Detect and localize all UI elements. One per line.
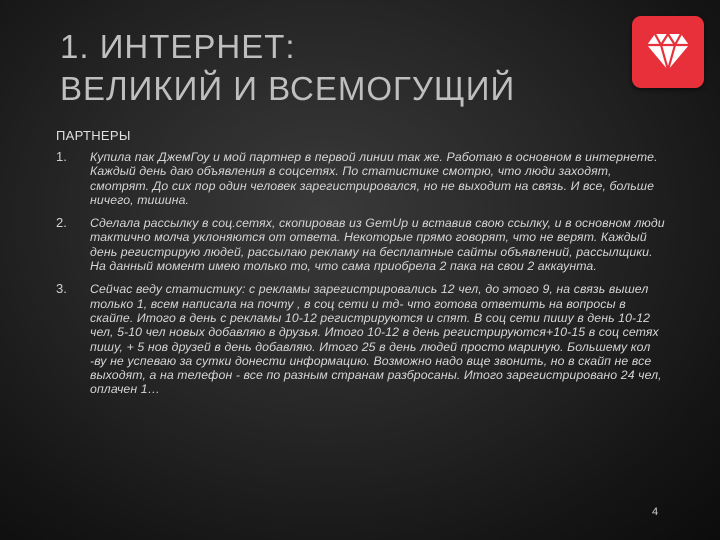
list-item-text: Сейчас веду статистику: с рекламы зарегистрировались 12 чел, до этого 9, на связь вышел только 1, всем написала на почту , в соц сети и тд- что готова ответить на вопросы в скайпе. Итого в день с рекламы 10-12 регистрируются и спят. В соц сети пишу в день 10-12 чел, 5-10 чел новых добавляю в друзья. Итого 10-12 в день регистрируются+10-15 в соц сетях пишу, + 5 нов друзей в день добавляю. Итого 25 в день людей просто мариную. Большему кол -ву не успеваю за сутки донести информацию. Возможно надо вще звонить, но в скайп не все выходят, а на телефон - все по разным странам разбросаны. Итого зарегистрировано 24 чел, оплачен 1… [90, 282, 662, 397]
list-item-text: Сделала рассылку в соц.сетях, скопировав из GemUp и вставив свою ссылку, и в основном люди тактично молча уклоняются от ответа. Некоторые прямо говорят, что не верят. Каждый день регистрирую людей, рассылаю рекламу на бесплатные сайты объявлений, рассылщики. На данный момент имею только то, что сама приобрела 2 пака на свои 2 аккаунта. [90, 216, 665, 274]
list-item-number: 3. [56, 281, 67, 297]
slide-title [60, 26, 580, 110]
logo [632, 16, 704, 88]
list-item-number: 2. [56, 215, 67, 231]
slide-title-line-2: ВЕЛИКИЙ И ВСЕМОГУЩИЙ [60, 70, 516, 107]
slide-title-line-1: 1. ИНТЕРНЕТ: [60, 28, 296, 65]
list-item-number: 1. [56, 149, 67, 164]
partner-list [56, 150, 666, 406]
section-heading-partners: ПАРТНЕРЫ [56, 128, 131, 143]
diamond-icon [646, 32, 690, 72]
list-item [56, 150, 666, 207]
page-number: 4 [652, 506, 659, 518]
list-item [56, 282, 666, 396]
list-item [56, 216, 666, 273]
list-item-text: Купила пак ДжемГоу и мой партнер в первой линии так же. Работаю в основном в интернете. Каждый день даю объявления в соцсетях. По статистике смотрю, что люди заходят, смотрят. До сих пор один человек зарегистрировался, но не выходит на связь. И все, больше ничего, тишина. [90, 150, 658, 207]
